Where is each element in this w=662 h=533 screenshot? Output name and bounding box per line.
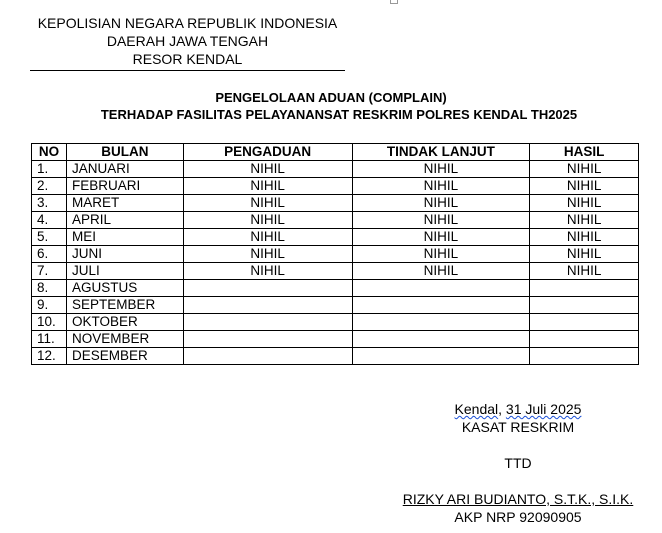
page-corner-mark bbox=[390, 0, 398, 4]
cell-tindak-lanjut: NIHIL bbox=[352, 161, 530, 178]
document-subtitle: TERHADAP FASILITAS PELAYANANSAT RESKRIM POLRES KENDAL TH2025 bbox=[100, 107, 578, 122]
cell-bulan: OKTOBER bbox=[66, 314, 183, 331]
cell-no: 12. bbox=[32, 348, 67, 365]
column-header-hasil: HASIL bbox=[530, 144, 639, 161]
cell-pengaduan: NIHIL bbox=[183, 212, 352, 229]
cell-pengaduan bbox=[183, 348, 352, 365]
cell-hasil bbox=[530, 348, 639, 365]
signature-name-text: RIZKY ARI BUDIANTO, S.T.K., S.I.K. bbox=[402, 491, 634, 507]
cell-hasil bbox=[530, 280, 639, 297]
column-header-tindak-lanjut: TINDAK LANJUT bbox=[352, 144, 530, 161]
cell-bulan: NOVEMBER bbox=[66, 331, 183, 348]
table-row bbox=[32, 331, 639, 348]
cell-hasil bbox=[530, 331, 639, 348]
cell-pengaduan: NIHIL bbox=[183, 161, 352, 178]
cell-no: 3. bbox=[32, 195, 67, 212]
signature-ttd: TTD bbox=[504, 455, 532, 471]
cell-bulan: FEBRUARI bbox=[66, 178, 183, 195]
cell-bulan: AGUSTUS bbox=[66, 280, 183, 297]
table-row bbox=[32, 263, 639, 280]
signature-place: Kendal bbox=[454, 401, 499, 417]
table-row bbox=[32, 348, 639, 365]
cell-tindak-lanjut bbox=[352, 348, 530, 365]
cell-no: 8. bbox=[32, 280, 67, 297]
signature-position: KASAT RESKRIM bbox=[461, 419, 575, 435]
cell-hasil: NIHIL bbox=[530, 161, 639, 178]
cell-no: 9. bbox=[32, 297, 67, 314]
cell-tindak-lanjut bbox=[352, 331, 530, 348]
cell-hasil bbox=[530, 297, 639, 314]
cell-hasil: NIHIL bbox=[530, 178, 639, 195]
complaint-table bbox=[31, 143, 639, 365]
cell-hasil: NIHIL bbox=[530, 195, 639, 212]
cell-bulan: JANUARI bbox=[66, 161, 183, 178]
column-header-pengaduan: PENGADUAN bbox=[183, 144, 352, 161]
table-row bbox=[32, 280, 639, 297]
cell-pengaduan: NIHIL bbox=[183, 195, 352, 212]
letterhead-line-2: DAERAH JAWA TENGAH bbox=[106, 33, 269, 49]
cell-bulan: SEPTEMBER bbox=[66, 297, 183, 314]
signature-rank: AKP NRP 92090905 bbox=[454, 509, 582, 525]
table-row bbox=[32, 212, 639, 229]
cell-pengaduan: NIHIL bbox=[183, 263, 352, 280]
table-row bbox=[32, 314, 639, 331]
cell-bulan: DESEMBER bbox=[66, 348, 183, 365]
cell-tindak-lanjut: NIHIL bbox=[352, 178, 530, 195]
column-header-no: NO bbox=[32, 144, 67, 161]
letterhead-line-3: RESOR KENDAL bbox=[132, 51, 243, 67]
cell-pengaduan bbox=[183, 331, 352, 348]
cell-pengaduan: NIHIL bbox=[183, 178, 352, 195]
letterhead bbox=[30, 14, 345, 68]
table-row bbox=[32, 246, 639, 263]
column-header-bulan: BULAN bbox=[66, 144, 183, 161]
cell-pengaduan bbox=[183, 297, 352, 314]
signature-date-line: Kendal, 31 Juli 2025 bbox=[454, 401, 582, 417]
cell-tindak-lanjut: NIHIL bbox=[352, 212, 530, 229]
cell-hasil: NIHIL bbox=[530, 229, 639, 246]
cell-no: 7. bbox=[32, 263, 67, 280]
table-row bbox=[32, 195, 639, 212]
table-header-row bbox=[32, 144, 639, 161]
cell-tindak-lanjut bbox=[352, 280, 530, 297]
cell-bulan: JULI bbox=[66, 263, 183, 280]
cell-tindak-lanjut bbox=[352, 314, 530, 331]
document-title: PENGELOLAAN ADUAN (COMPLAIN) bbox=[215, 90, 447, 105]
cell-no: 11. bbox=[32, 331, 67, 348]
table-row bbox=[32, 229, 639, 246]
cell-tindak-lanjut: NIHIL bbox=[352, 263, 530, 280]
letterhead-line-1: KEPOLISIAN NEGARA REPUBLIK INDONESIA bbox=[37, 15, 338, 31]
cell-pengaduan: NIHIL bbox=[183, 229, 352, 246]
table-row bbox=[32, 161, 639, 178]
cell-tindak-lanjut bbox=[352, 297, 530, 314]
cell-no: 1. bbox=[32, 161, 67, 178]
cell-hasil: NIHIL bbox=[530, 212, 639, 229]
signature-date: 31 Juli 2025 bbox=[505, 401, 582, 417]
cell-hasil bbox=[530, 314, 639, 331]
cell-no: 6. bbox=[32, 246, 67, 263]
table-row bbox=[32, 297, 639, 314]
cell-hasil: NIHIL bbox=[530, 263, 639, 280]
signature-name bbox=[395, 490, 641, 508]
letterhead-divider bbox=[30, 70, 345, 71]
cell-bulan: APRIL bbox=[66, 212, 183, 229]
cell-pengaduan bbox=[183, 280, 352, 297]
cell-pengaduan: NIHIL bbox=[183, 246, 352, 263]
cell-no: 4. bbox=[32, 212, 67, 229]
cell-hasil: NIHIL bbox=[530, 246, 639, 263]
cell-tindak-lanjut: NIHIL bbox=[352, 195, 530, 212]
cell-pengaduan bbox=[183, 314, 352, 331]
cell-bulan: JUNI bbox=[66, 246, 183, 263]
cell-bulan: MARET bbox=[66, 195, 183, 212]
cell-no: 10. bbox=[32, 314, 67, 331]
cell-tindak-lanjut: NIHIL bbox=[352, 229, 530, 246]
cell-tindak-lanjut: NIHIL bbox=[352, 246, 530, 263]
cell-no: 2. bbox=[32, 178, 67, 195]
cell-bulan: MEI bbox=[66, 229, 183, 246]
cell-no: 5. bbox=[32, 229, 67, 246]
table-row bbox=[32, 178, 639, 195]
